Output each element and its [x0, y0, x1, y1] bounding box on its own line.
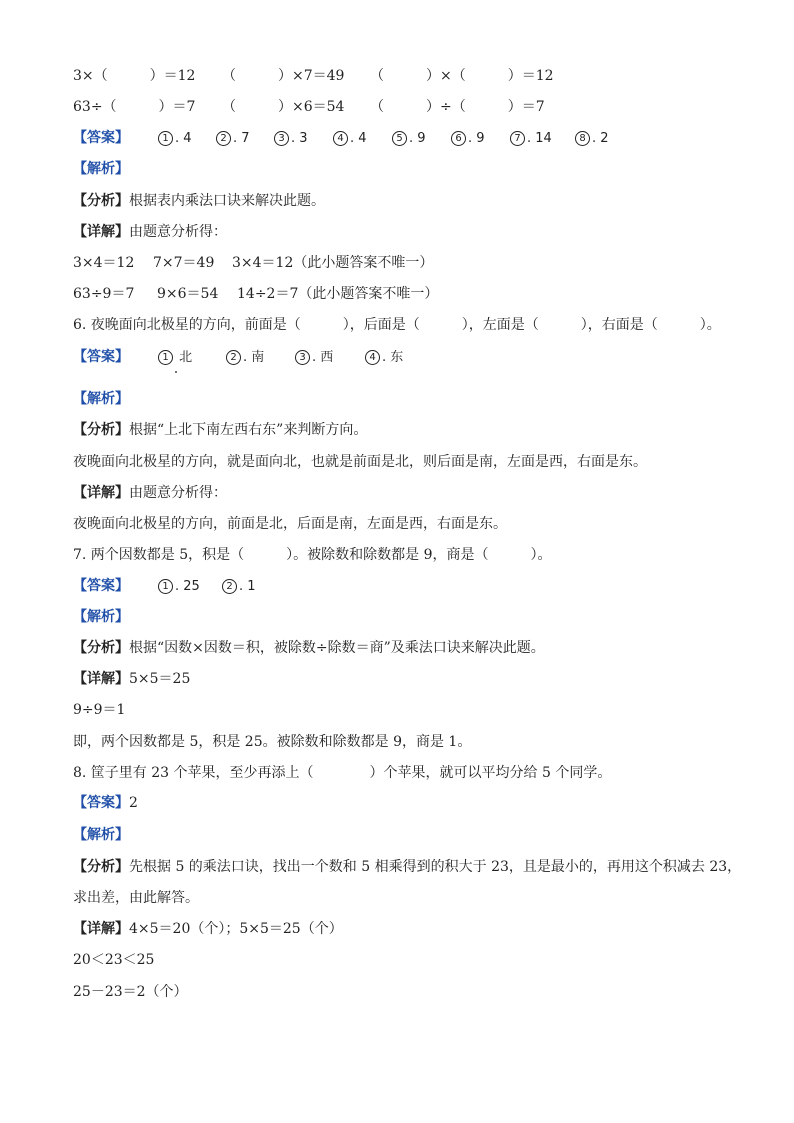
- q5-row1-eq2: （ ）×7＝49: [222, 68, 345, 84]
- q5-work2-a: 63÷9＝7: [73, 286, 135, 302]
- q5-answer-5: 5 . 9: [392, 129, 426, 149]
- q7-answer-1: 1 . 25: [158, 577, 200, 597]
- q5-row1-eq1: 3×（ ）＝12: [73, 68, 196, 84]
- q6-xiangjie: 【详解】由题意分析得：: [73, 485, 227, 501]
- q5-xiangjie: 【详解】由题意分析得：: [73, 224, 227, 240]
- q5-work2-c: 14÷2＝7（此小题答案不唯一）: [237, 286, 439, 302]
- q6-xiangjie-2: 夜晚面向北极星的方向，前面是北，后面是南，左面是西，右面是东。: [73, 516, 507, 532]
- q5-answer-2: 2 . 7: [216, 129, 250, 149]
- q6-fenxi: 【分析】根据“上北下南左西右东”来判断方向。: [73, 422, 368, 438]
- q8-jiexi-heading: 【解析】: [73, 827, 129, 843]
- q5-work1-c: 3×4＝12（此小题答案不唯一）: [232, 255, 434, 271]
- q5-jiexi-heading: 【解析】: [73, 161, 129, 177]
- q5-answer-4: 4 . 4: [333, 129, 367, 149]
- q7-xiangjie: 【详解】5×5＝25: [73, 671, 191, 687]
- q8-xiangjie: 【详解】4×5＝20（个）；5×5＝25（个）: [73, 921, 343, 937]
- q8-fenxi-2: 求出差，由此解答。: [73, 890, 199, 906]
- q5-row2-eq2: （ ）×6＝54: [222, 99, 345, 115]
- q6-answer-1: 1 北: [158, 348, 192, 368]
- answer-label-text: 答案: [87, 130, 115, 146]
- q7-answer-2: 2 . 1: [222, 577, 256, 597]
- q6-answer-4: 4 . 东: [365, 348, 403, 368]
- q5-work1-a: 3×4＝12: [73, 255, 135, 271]
- q7-answer-label: 【答案】: [73, 578, 129, 594]
- q5-work1-b: 7×7＝49: [153, 255, 215, 271]
- q5-fenxi: 【分析】根据表内乘法口诀来解决此题。: [73, 193, 325, 209]
- q8-answer: 【答案】2: [73, 795, 138, 811]
- q7-line3: 即，两个因数都是 5，积是 25。被除数和除数都是 9，商是 1。: [73, 734, 472, 750]
- q6-fenxi-2: 夜晚面向北极星的方向，就是面向北，也就是前面是北，则后面是南，左面是西，右面是东。: [73, 454, 647, 470]
- q7-fenxi: 【分析】根据“因数×因数＝积，被除数÷除数＝商”及乘法口诀来解决此题。: [73, 640, 545, 656]
- q6-question: 6. 夜晚面向北极星的方向，前面是（ ），后面是（ ），左面是（ ），右面是（ ）。: [73, 317, 721, 333]
- q8-line3: 25－23＝2（个）: [73, 984, 188, 1000]
- q5-answer-6: 6 . 9: [451, 129, 485, 149]
- stray-dot: [175, 371, 177, 373]
- q8-answer-value: 2: [129, 795, 138, 811]
- q8-question: 8. 筐子里有 23 个苹果，至少再添上（ ）个苹果，就可以平均分给 5 个同学。: [73, 765, 612, 781]
- q6-answer-label: 【答案】: [73, 349, 129, 365]
- q8-line2: 20＜23＜25: [73, 952, 155, 968]
- q5-answer-7: 7 . 14: [510, 129, 552, 149]
- q7-jiexi-heading: 【解析】: [73, 609, 129, 625]
- q7-line2: 9÷9＝1: [73, 702, 126, 718]
- q5-row1-eq3: （ ）×（ ）＝12: [370, 68, 554, 84]
- q5-answer-8: 8 . 2: [575, 129, 609, 149]
- q6-jiexi-heading: 【解析】: [73, 391, 129, 407]
- q6-answer-3: 3 . 西: [295, 348, 333, 368]
- q5-work2-b: 9×6＝54: [157, 286, 219, 302]
- q8-fenxi: 【分析】先根据 5 的乘法口诀，找出一个数和 5 相乘得到的积大于 23，且是最小的，再用这个积减去 23，: [73, 859, 742, 875]
- q5-row2-eq3: （ ）÷（ ）＝7: [370, 99, 545, 115]
- q5-answer-1: 1 . 4: [158, 129, 192, 149]
- q5-answer-label: 【答案】: [73, 130, 129, 146]
- q5-answer-3: 3 . 3: [274, 129, 308, 149]
- q7-question: 7. 两个因数都是 5，积是（ ）。被除数和除数都是 9，商是（ ）。: [73, 547, 552, 563]
- q6-answer-2: 2 . 南: [226, 348, 264, 368]
- q5-row2-eq1: 63÷（ ）＝7: [73, 99, 196, 115]
